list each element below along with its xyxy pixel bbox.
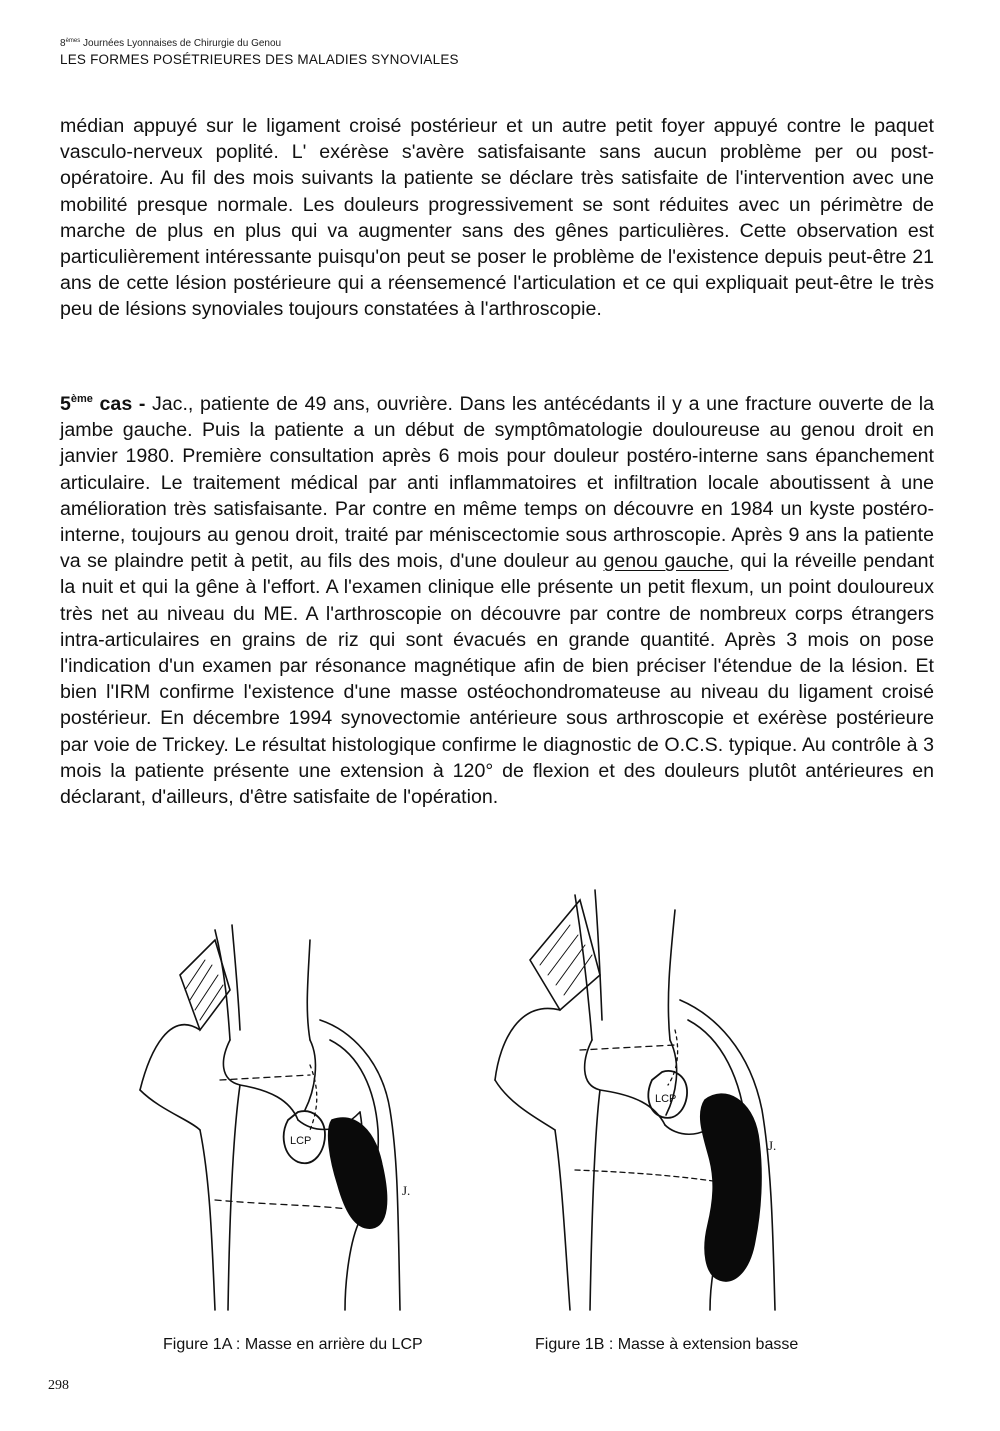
figure-1a-knee-drawing bbox=[120, 880, 440, 1320]
label-lcp: LCP bbox=[290, 1135, 312, 1147]
conference-name: 8èmes Journées Lyonnaises de Chirurgie du Genou bbox=[60, 38, 282, 49]
figure-1a-svg bbox=[120, 880, 440, 1320]
label-j: J. bbox=[768, 1138, 777, 1153]
paragraph-case-4-continued: médian appuyé sur le ligament croisé postérieur et un autre petit foyer appuyé contre le paquet vasculo-nerveux poplité. L' exérèse s'avère satisfaisante sans aucun problème per ou post-opératoire. Au fil des mois suivants la patiente se déclare très satisfaite de l'intervention avec une mobilité presque normale. Les douleurs progressivement se sont réduites avec un périmètre de marche de plus en plus qui va augmenter sans des gênes particulières. Cette observation est particulièrement intéressante puisqu'on peut se poser le problème de l'existence depuis peut-être 21 ans de cette lésion postérieure qui a réensemencé l'articulation et ce qui expliquait peut-être le très peu de lésions synoviales toujours constatées à l'arthroscopie. bbox=[60, 115, 934, 321]
label-lcp: LCP bbox=[655, 1093, 677, 1105]
paragraph-case-5: 5ème cas - Jac., patiente de 49 ans, ouvrière. Dans les antécédants il y a une fracture ouverte de la jambe gauche. Puis la patiente a un début de symptômatologie douloureuse au genou droit en janvier 1980. Première consultation après 6 mois pour douleur postéro-interne sans épanchement articulaire. Le traitement médical par anti inflammatoires et infiltration locale aboutissent à une amélioration très satisfaisante. Par contre en même temps on découvre en 1984 un kyste postéro-interne, toujours au genou droit, traité par méniscectomie sous arthroscopie. Après 9 ans la patiente va se plaindre petit à petit, au fils des mois, d'une douleur au genou gauche, qui la réveille pendant la nuit et qui la gêne à l'effort. A l'examen clinique elle présente un petit flexum, un point douloureux très net au niveau du ME. A l'arthroscopie on découvre par contre de nombreux corps étrangers intra-articulaires en grains de riz qui sont évacués en grande quantité. Après 3 mois on pose l'indication d'un examen par résonance magnétique afin de bien préciser l'étendue de la lésion. Et bien l'IRM confirme l'existence d'une masse ostéochondromateuse au niveau du ligament croisé postérieur. En décembre 1994 synovectomie antérieure sous arthroscopie et exérèse postérieure par voie de Trickey. Le résultat histologique confirme le diagnostic de O.C.S. typique. Au contrôle à 3 mois la patiente présente une extension à 120° de flexion et des douleurs plutôt antérieures en déclarant, d'ailleurs, d'être satisfaite de l'opération. bbox=[60, 393, 935, 809]
figure-1b-caption: Figure 1B : Masse à extension basse bbox=[535, 1336, 799, 1353]
label-j: J. bbox=[402, 1183, 411, 1198]
figure-1b-svg bbox=[470, 880, 810, 1320]
case-heading: 5ème cas - bbox=[60, 393, 146, 415]
figure-1a-caption: Figure 1A : Masse en arrière du LCP bbox=[163, 1336, 423, 1353]
running-header bbox=[60, 34, 940, 69]
figure-1b-knee-drawing bbox=[470, 880, 810, 1320]
page-number: 298 bbox=[48, 1378, 69, 1393]
underlined-text: genou gauche bbox=[603, 550, 729, 573]
chapter-title: LES FORMES POSÉTRIEURES DES MALADIES SYNOVIALES bbox=[60, 52, 459, 67]
